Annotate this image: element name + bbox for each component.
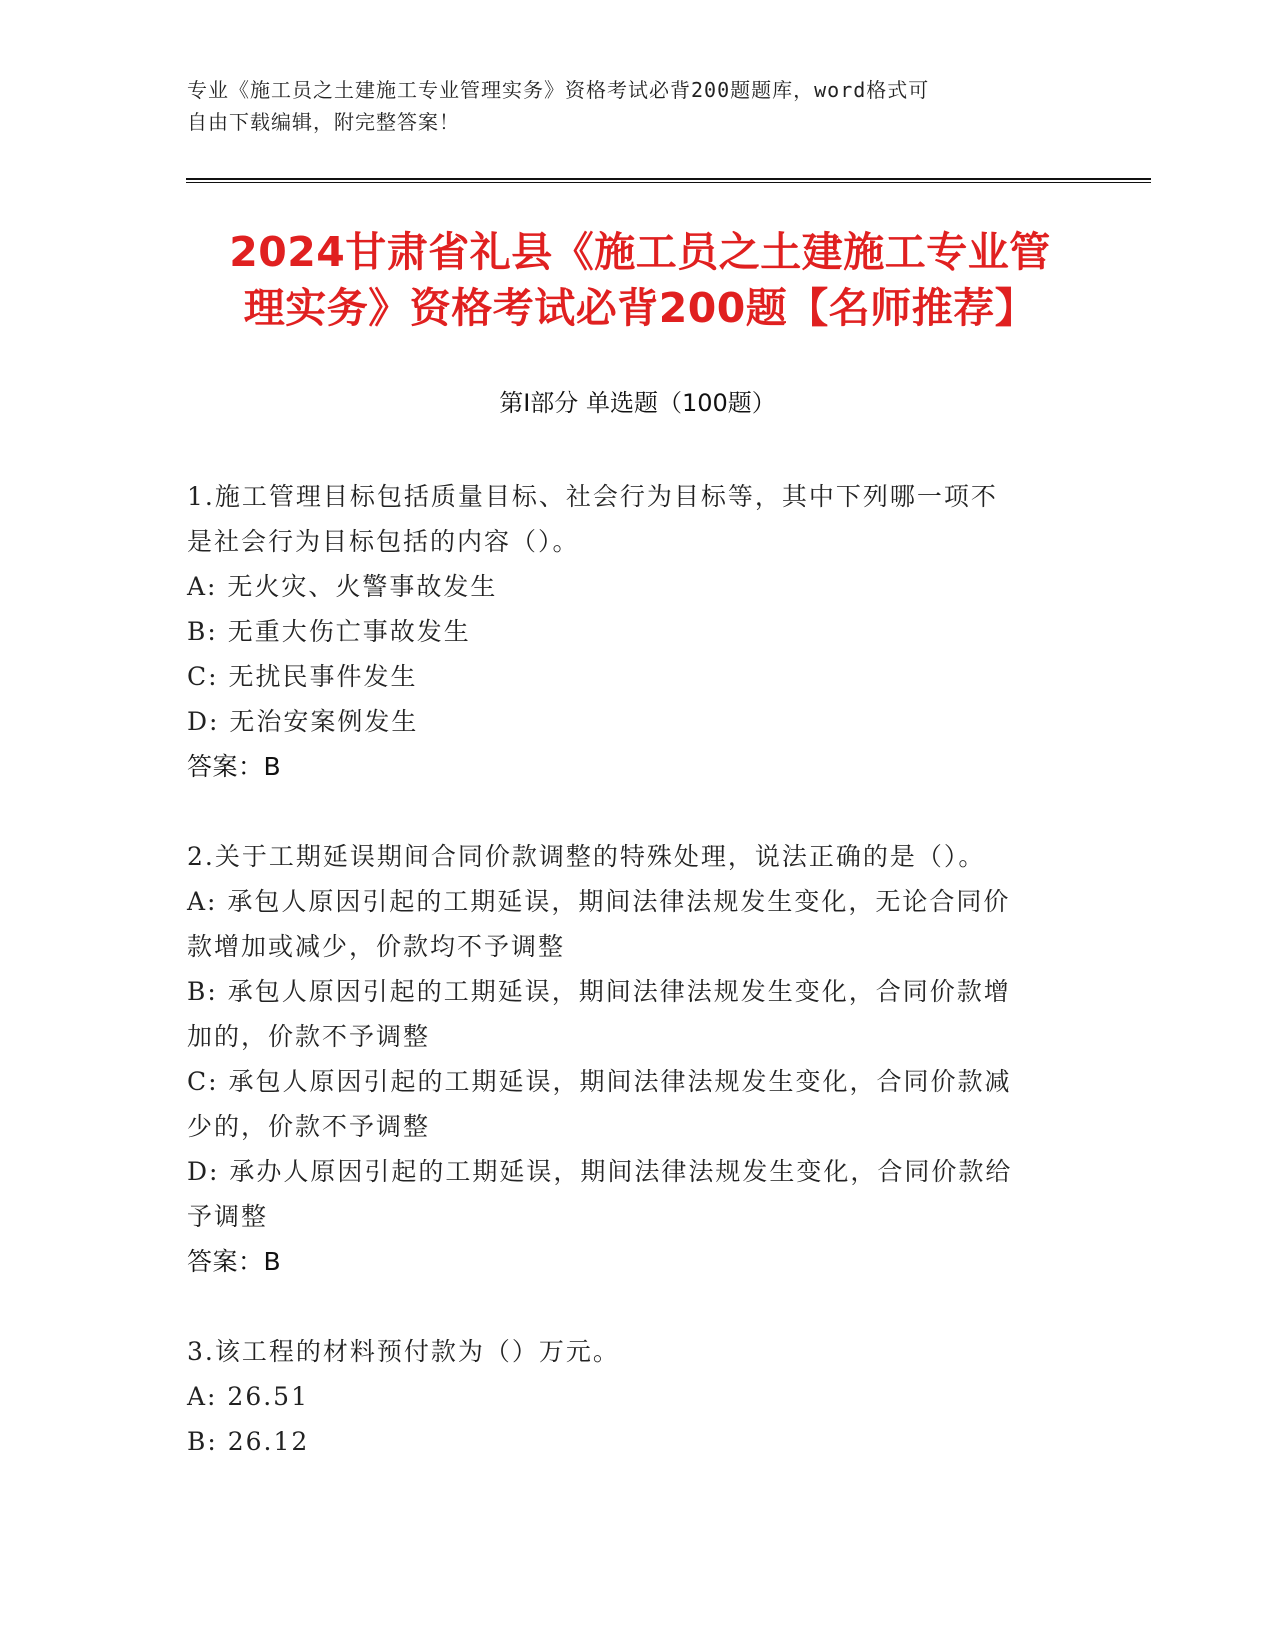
question-2-option-d-line-2: 予调整	[187, 1202, 269, 1231]
header-note	[187, 74, 1087, 138]
document-title	[190, 224, 1090, 336]
question-3-stem: 3.该工程的材料预付款为（）万元。	[187, 1337, 620, 1366]
section-heading: 第Ⅰ部分 单选题（100题）	[499, 389, 776, 417]
question-2-option-b-line-1: B: 承包人原因引起的工期延误，期间法律法规发生变化，合同价款增	[187, 977, 1011, 1006]
header-divider-thin	[186, 182, 1151, 183]
question-3	[187, 1329, 1067, 1464]
question-1-stem-line-1: 1.施工管理目标包括质量目标、社会行为目标等，其中下列哪一项不	[187, 482, 998, 511]
question-list	[187, 474, 1067, 1464]
question-3-option-a: A: 26.51	[187, 1382, 309, 1411]
question-2-option-a-line-1: A: 承包人原因引起的工期延误，期间法律法规发生变化，无论合同价	[187, 887, 1011, 916]
question-1-option-d: D: 无治安案例发生	[187, 707, 419, 736]
question-1	[187, 474, 1067, 789]
question-1-answer: 答案：B	[187, 752, 282, 781]
question-1-option-a: A: 无火灾、火警事故发生	[187, 572, 498, 601]
question-2-option-a-line-2: 款增加或减少，价款均不予调整	[187, 932, 566, 961]
document-title-line-1: 2024甘肃省礼县《施工员之土建施工专业管	[229, 228, 1051, 276]
question-1-option-c: C: 无扰民事件发生	[187, 662, 418, 691]
question-2	[187, 834, 1067, 1284]
header-note-line-2: 自由下载编辑，附完整答案！	[187, 110, 460, 134]
question-2-option-b-line-2: 加的，价款不予调整	[187, 1022, 431, 1051]
header-divider-thick	[186, 178, 1151, 180]
question-1-stem-line-2: 是社会行为目标包括的内容（）。	[187, 527, 580, 556]
header-note-line-1: 专业《施工员之土建施工专业管理实务》资格考试必背200题题库，word格式可	[187, 78, 930, 102]
question-3-option-b: B: 26.12	[187, 1427, 310, 1456]
question-2-answer: 答案：B	[187, 1247, 282, 1276]
question-1-option-b: B: 无重大伤亡事故发生	[187, 617, 471, 646]
document-title-line-2: 理实务》资格考试必背200题【名师推荐】	[243, 284, 1037, 332]
question-2-option-c-line-2: 少的，价款不予调整	[187, 1112, 431, 1141]
question-2-option-c-line-1: C: 承包人原因引起的工期延误，期间法律法规发生变化，合同价款减	[187, 1067, 1012, 1096]
question-2-stem: 2.关于工期延误期间合同价款调整的特殊处理，说法正确的是（）。	[187, 842, 986, 871]
question-2-option-d-line-1: D: 承办人原因引起的工期延误，期间法律法规发生变化，合同价款给	[187, 1157, 1013, 1186]
